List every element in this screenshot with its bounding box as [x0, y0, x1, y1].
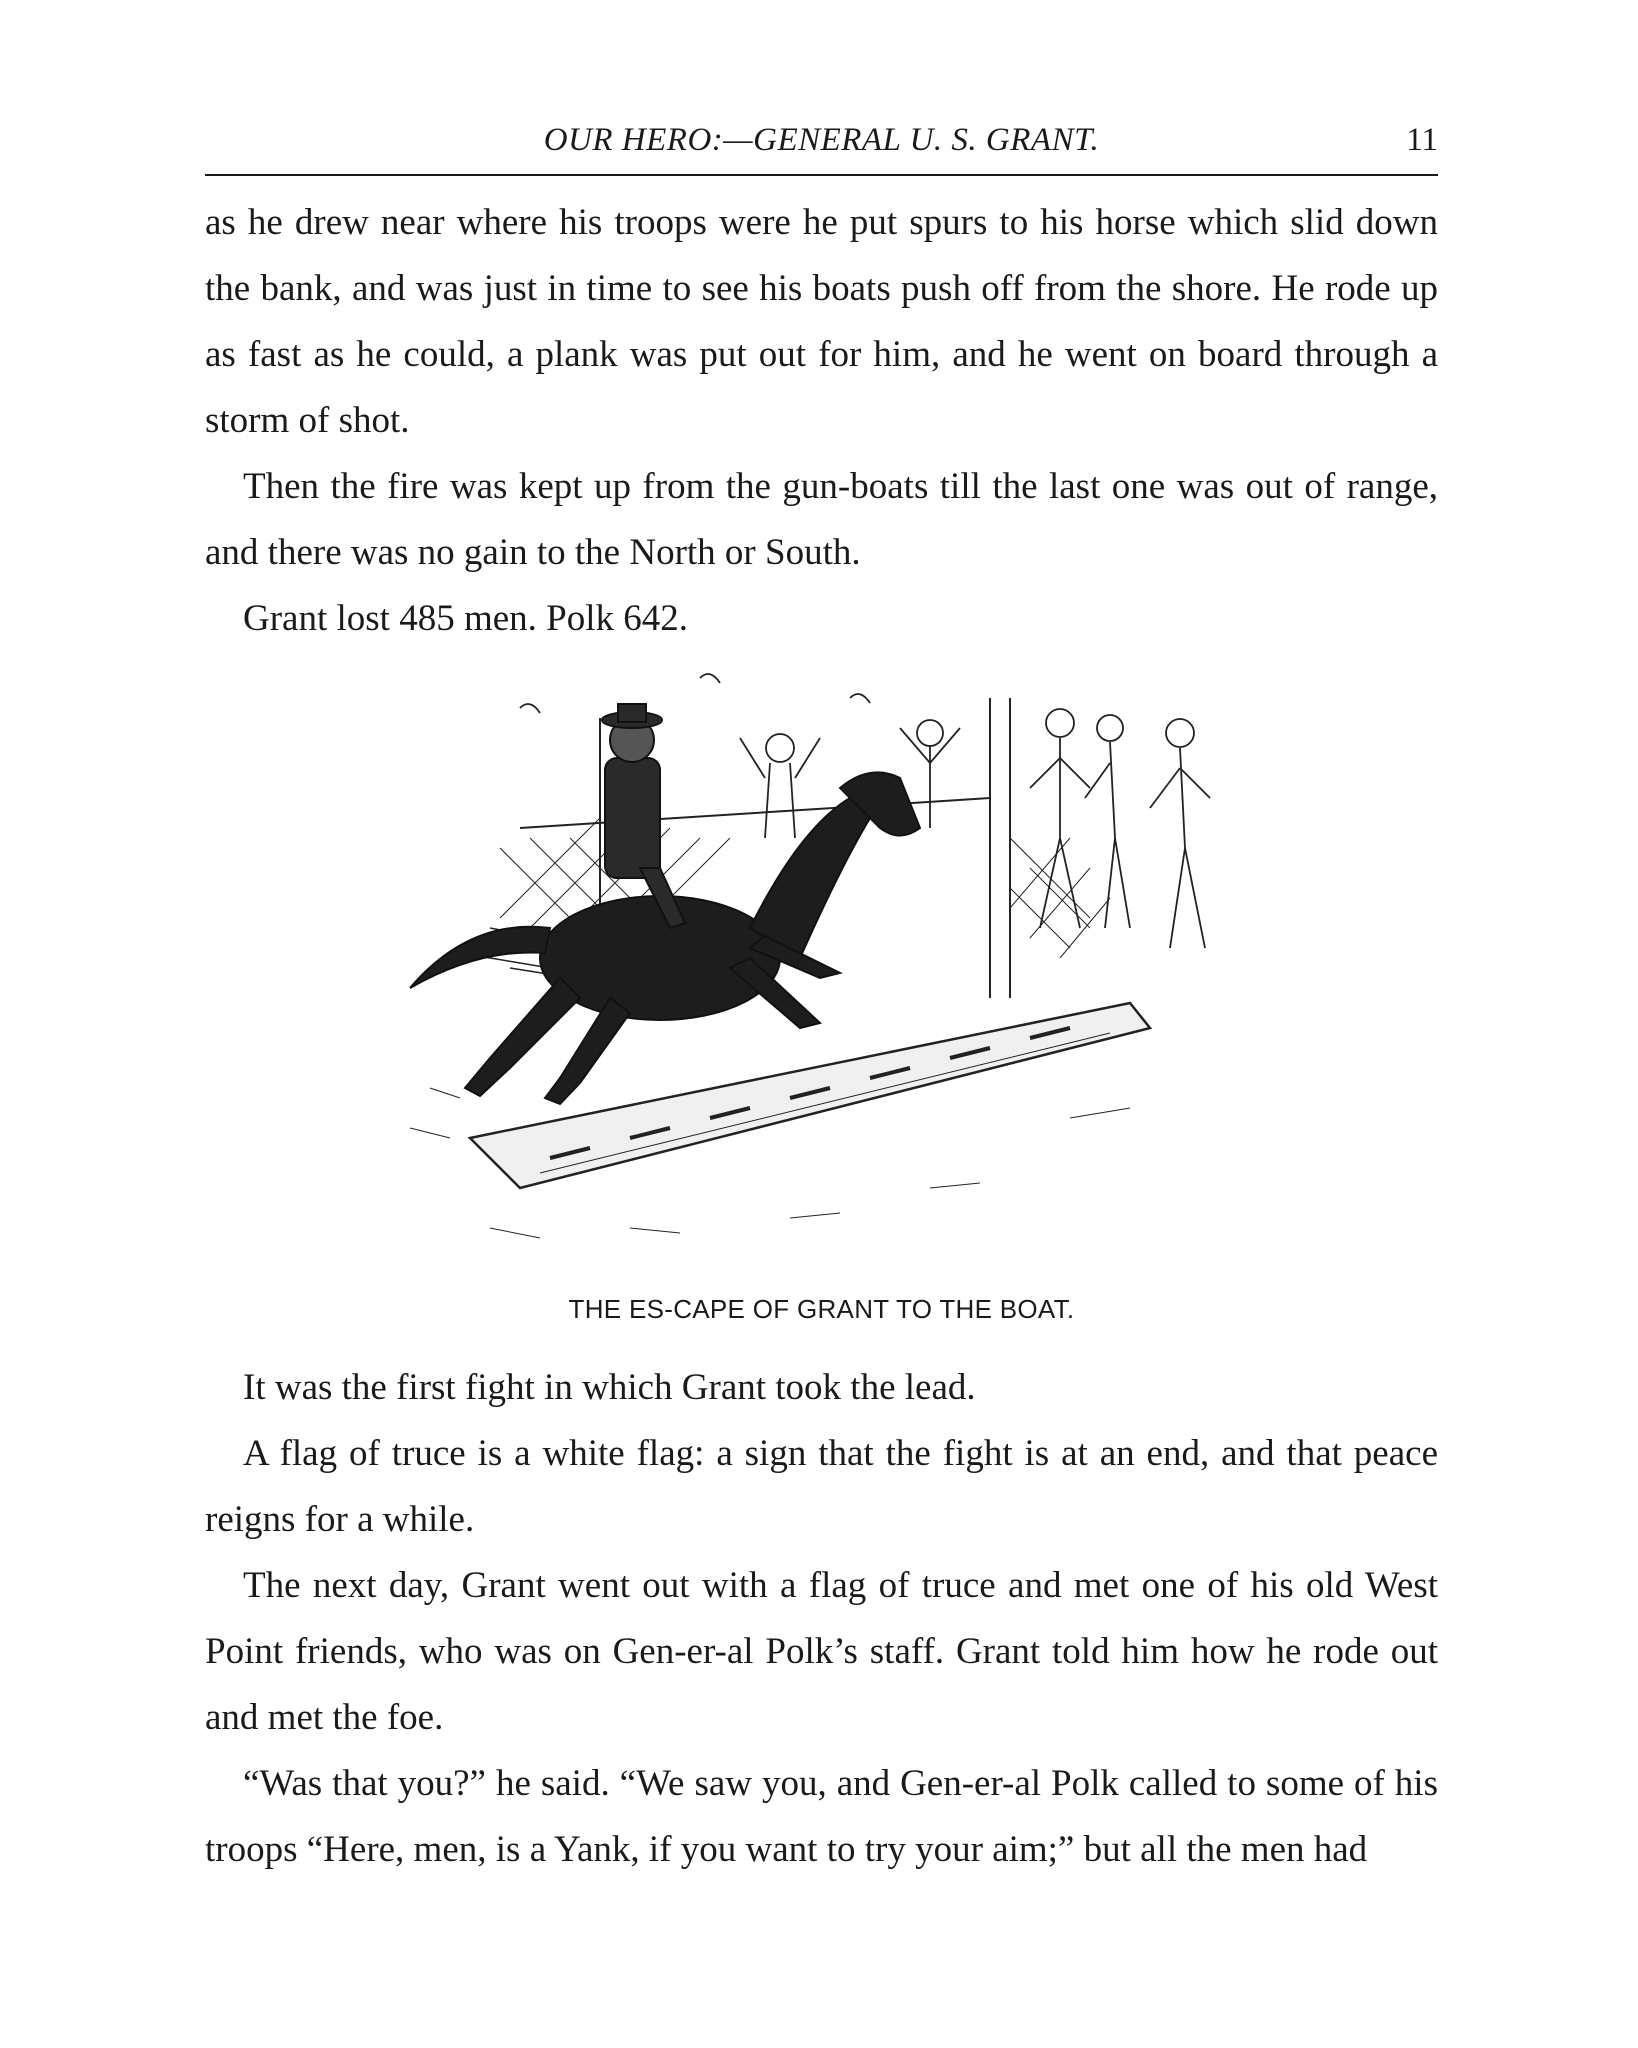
- running-header: [205, 118, 1438, 176]
- engraving-illustration: [370, 668, 1270, 1268]
- paragraph: as he drew near where his troops were he put spurs to his horse which slid down the bank, and was just in time to see his boats push off from the shore. He rode up as fast as he could, a plank was put out for him, and he went on board through a storm of shot.: [205, 202, 1438, 441]
- paragraph: The next day, Grant went out with a flag of truce and met one of his old West Point friends, who was on Gen-er-al Polk’s staff. Grant told him how he rode out and met the foe.: [205, 1565, 1438, 1738]
- text-block-bottom: [205, 1355, 1438, 1883]
- paragraph: Grant lost 485 men. Polk 642.: [243, 598, 689, 639]
- paragraph: “Was that you?” he said. “We saw you, and Gen-er-al Polk called to some of his troops “Here, men, is a Yank, if you want to try your aim;” but all the men had: [205, 1763, 1438, 1870]
- running-title: OUR HERO:—GENERAL U. S. GRANT.: [543, 122, 1100, 158]
- figure-caption: THE ES-CAPE OF GRANT TO THE BOAT.: [568, 1294, 1075, 1324]
- paragraph: A flag of truce is a white flag: a sign that the fight is at an end, and that peace reigns for a while.: [205, 1433, 1438, 1540]
- text-block-top: [205, 190, 1438, 652]
- page-number: 11: [1406, 122, 1438, 158]
- paragraph: Then the fire was kept up from the gun-boats till the last one was out of range, and there was no gain to the North or South.: [205, 466, 1438, 573]
- paragraph: It was the first fight in which Grant took the lead.: [243, 1367, 976, 1408]
